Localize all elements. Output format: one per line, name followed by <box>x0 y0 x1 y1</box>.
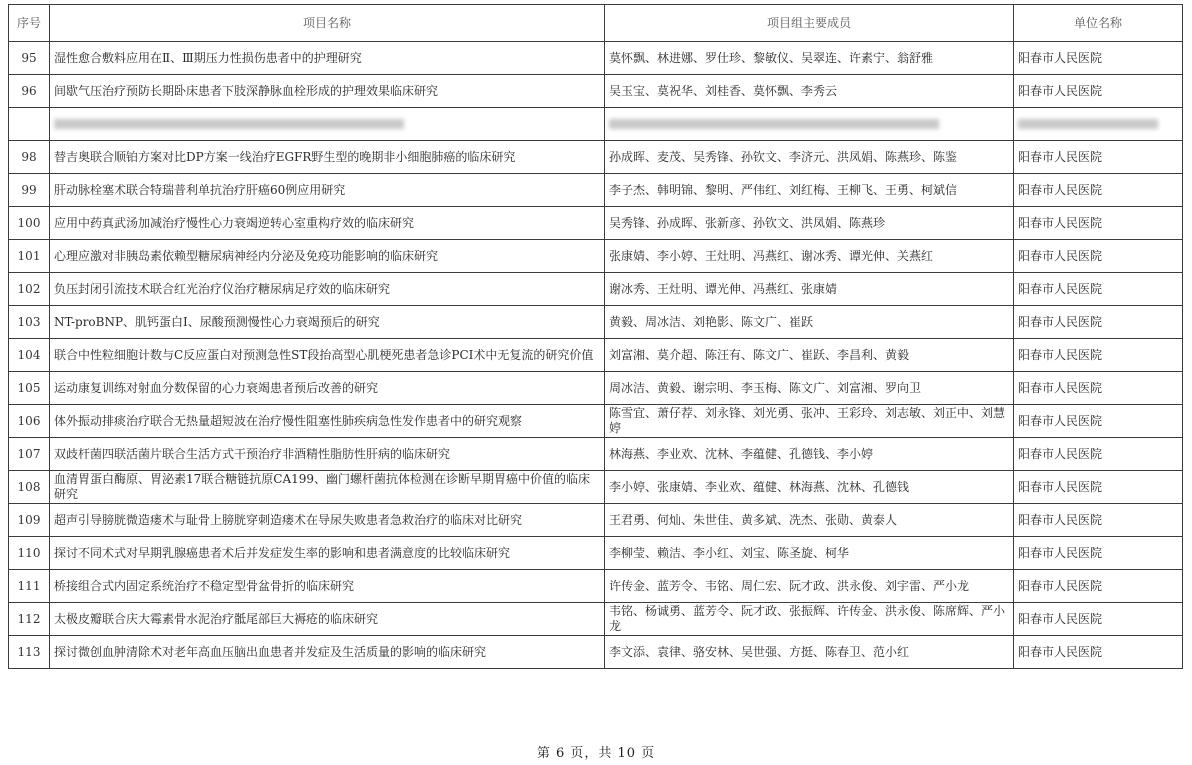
cell-members: 韦铭、杨诚勇、蓝芳令、阮才政、张振辉、许传金、洪永俊、陈席辉、严小龙 <box>605 603 1014 636</box>
table-row <box>9 603 1183 636</box>
cell-serial: 113 <box>9 636 50 669</box>
project-table <box>8 4 1183 669</box>
cell-unit: 阳春市人民医院 <box>1014 504 1183 537</box>
cell-members: 周冰洁、黄毅、谢宗明、李玉梅、陈文广、刘富湘、罗向卫 <box>605 372 1014 405</box>
page-number: 第 6 页，共 10 页 <box>536 746 656 761</box>
cell-serial: 108 <box>9 471 50 504</box>
table-row <box>9 504 1183 537</box>
cell-serial: 111 <box>9 570 50 603</box>
table-row <box>9 306 1183 339</box>
cell-serial: 107 <box>9 438 50 471</box>
cell-unit: 阳春市人民医院 <box>1014 372 1183 405</box>
cell-members: 李柳莹、赖洁、李小红、刘宝、陈圣旋、柯华 <box>605 537 1014 570</box>
cell-members: 莫怀飘、林进娜、罗仕珍、黎敏仪、吴翠连、许素宁、翁舒雅 <box>605 42 1014 75</box>
cell-project-name: NT-proBNP、肌钙蛋白I、尿酸预测慢性心力衰竭预后的研究 <box>50 306 605 339</box>
cell-serial: 112 <box>9 603 50 636</box>
cell-serial: 98 <box>9 141 50 174</box>
cell-serial: 96 <box>9 75 50 108</box>
cell-project-name: 联合中性粒细胞计数与C反应蛋白对预测急性ST段抬高型心肌梗死患者急诊PCI术中无复流的研究价值 <box>50 339 605 372</box>
cell-unit: 阳春市人民医院 <box>1014 537 1183 570</box>
header-serial: 序号 <box>9 5 50 42</box>
table-row <box>9 372 1183 405</box>
cell-project-name: 探讨不同术式对早期乳腺癌患者术后并发症发生率的影响和患者满意度的比较临床研究 <box>50 537 605 570</box>
cell-project-name: 太极皮瓣联合庆大霉素骨水泥治疗骶尾部巨大褥疮的临床研究 <box>50 603 605 636</box>
cell-serial: 104 <box>9 339 50 372</box>
cell-members: 李文添、袁律、骆安林、吴世强、方挺、陈春卫、范小红 <box>605 636 1014 669</box>
cell-project-name: 桥接组合式内固定系统治疗不稳定型骨盆骨折的临床研究 <box>50 570 605 603</box>
table-row <box>9 240 1183 273</box>
cell-members: 张康婧、李小婷、王灶明、冯燕红、谢冰秀、谭光伸、关燕红 <box>605 240 1014 273</box>
cell-unit: 阳春市人民医院 <box>1014 405 1183 438</box>
cell-project-name: 血清胃蛋白酶原、胃泌素17联合糖链抗原CA199、幽门螺杆菌抗体检测在诊断早期胃癌中价值的临床研究 <box>50 471 605 504</box>
cell-serial: 101 <box>9 240 50 273</box>
cell-project-name: 湿性愈合敷料应用在Ⅱ、Ⅲ期压力性损伤患者中的护理研究 <box>50 42 605 75</box>
cell-members: 陈雪宜、萧仔荐、刘永锋、刘光勇、张冲、王彩玲、刘志敏、刘正中、刘慧婷 <box>605 405 1014 438</box>
cell-unit: 阳春市人民医院 <box>1014 603 1183 636</box>
cell-project-name: 肝动脉栓塞术联合特瑞普利单抗治疗肝癌60例应用研究 <box>50 174 605 207</box>
cell-unit: 阳春市人民医院 <box>1014 273 1183 306</box>
cell-project-name: 运动康复训练对射血分数保留的心力衰竭患者预后改善的研究 <box>50 372 605 405</box>
cell-members: 李子杰、韩明锦、黎明、严伟红、刘红梅、王柳飞、王勇、柯斌信 <box>605 174 1014 207</box>
header-project-name: 项目名称 <box>50 5 605 42</box>
table-header-row <box>9 5 1183 42</box>
cell-project-name: 探讨微创血肿清除术对老年高血压脑出血患者并发症及生活质量的影响的临床研究 <box>50 636 605 669</box>
cell-project-name: 心理应激对非胰岛素依赖型糖尿病神经内分泌及免疫功能影响的临床研究 <box>50 240 605 273</box>
cell-unit: 阳春市人民医院 <box>1014 471 1183 504</box>
cell-members: 谢冰秀、王灶明、谭光伸、冯燕红、张康婧 <box>605 273 1014 306</box>
cell-unit: 阳春市人民医院 <box>1014 306 1183 339</box>
cell-unit: 阳春市人民医院 <box>1014 42 1183 75</box>
cell-project-name: 替吉奥联合顺铂方案对比DP方案一线治疗EGFR野生型的晚期非小细胞肺癌的临床研究 <box>50 141 605 174</box>
table-row <box>9 537 1183 570</box>
cell-serial: 100 <box>9 207 50 240</box>
cell-project-name-redacted <box>50 108 605 141</box>
cell-serial: 99 <box>9 174 50 207</box>
cell-unit: 阳春市人民医院 <box>1014 75 1183 108</box>
cell-members: 许传金、蓝芳令、韦铭、周仁宏、阮才政、洪永俊、刘宇雷、严小龙 <box>605 570 1014 603</box>
table-row <box>9 339 1183 372</box>
table-row <box>9 141 1183 174</box>
cell-members: 孙成晖、麦茂、吴秀锋、孙钦文、李济元、洪凤娟、陈燕珍、陈鉴 <box>605 141 1014 174</box>
cell-unit-redacted <box>1014 108 1183 141</box>
cell-project-name: 体外振动排痰治疗联合无热量超短波在治疗慢性阻塞性肺疾病急性发作患者中的研究观察 <box>50 405 605 438</box>
cell-serial: 103 <box>9 306 50 339</box>
table-row <box>9 174 1183 207</box>
cell-serial: 102 <box>9 273 50 306</box>
cell-unit: 阳春市人民医院 <box>1014 141 1183 174</box>
header-members: 项目组主要成员 <box>605 5 1014 42</box>
table-row <box>9 405 1183 438</box>
table-row <box>9 273 1183 306</box>
cell-members: 林海燕、李业欢、沈林、李蕴健、孔德钱、李小婷 <box>605 438 1014 471</box>
cell-unit: 阳春市人民医院 <box>1014 339 1183 372</box>
table-row <box>9 42 1183 75</box>
cell-members: 吴秀锋、孙成晖、张新彦、孙钦文、洪凤娟、陈燕珍 <box>605 207 1014 240</box>
cell-members: 吴玉宝、莫祝华、刘桂香、莫怀飘、李秀云 <box>605 75 1014 108</box>
cell-members: 李小婷、张康婧、李业欢、蕴健、林海燕、沈林、孔德钱 <box>605 471 1014 504</box>
table-row <box>9 471 1183 504</box>
cell-project-name: 双歧杆菌四联活菌片联合生活方式干预治疗非酒精性脂肪性肝病的临床研究 <box>50 438 605 471</box>
cell-unit: 阳春市人民医院 <box>1014 438 1183 471</box>
cell-unit: 阳春市人民医院 <box>1014 240 1183 273</box>
redaction-blur <box>609 119 939 129</box>
cell-members: 王君勇、何灿、朱世佳、黄多斌、冼杰、张勋、黄泰人 <box>605 504 1014 537</box>
document-page <box>8 4 1182 669</box>
cell-project-name: 超声引导膀胱微造瘘术与耻骨上膀胱穿刺造瘘术在导尿失败患者急救治疗的临床对比研究 <box>50 504 605 537</box>
cell-members: 刘富湘、莫介超、陈汪有、陈文广、崔跃、李昌利、黄毅 <box>605 339 1014 372</box>
cell-serial-redacted <box>9 108 50 141</box>
cell-unit: 阳春市人民医院 <box>1014 174 1183 207</box>
cell-serial: 110 <box>9 537 50 570</box>
cell-project-name: 间歇气压治疗预防长期卧床患者下肢深静脉血栓形成的护理效果临床研究 <box>50 75 605 108</box>
redaction-blur <box>1018 119 1158 129</box>
cell-members-redacted <box>605 108 1014 141</box>
cell-serial: 95 <box>9 42 50 75</box>
cell-project-name: 应用中药真武汤加减治疗慢性心力衰竭逆转心室重构疗效的临床研究 <box>50 207 605 240</box>
table-row <box>9 108 1183 141</box>
header-unit: 单位名称 <box>1014 5 1183 42</box>
redaction-blur <box>54 119 404 129</box>
cell-serial: 109 <box>9 504 50 537</box>
cell-serial: 106 <box>9 405 50 438</box>
table-row <box>9 75 1183 108</box>
table-row <box>9 438 1183 471</box>
cell-unit: 阳春市人民医院 <box>1014 636 1183 669</box>
table-row <box>9 207 1183 240</box>
cell-project-name: 负压封闭引流技术联合红光治疗仪治疗糖尿病足疗效的临床研究 <box>50 273 605 306</box>
cell-members: 黄毅、周冰洁、刘艳影、陈文广、崔跃 <box>605 306 1014 339</box>
cell-unit: 阳春市人民医院 <box>1014 207 1183 240</box>
cell-unit: 阳春市人民医院 <box>1014 570 1183 603</box>
cell-serial: 105 <box>9 372 50 405</box>
table-row <box>9 570 1183 603</box>
table-row <box>9 636 1183 669</box>
